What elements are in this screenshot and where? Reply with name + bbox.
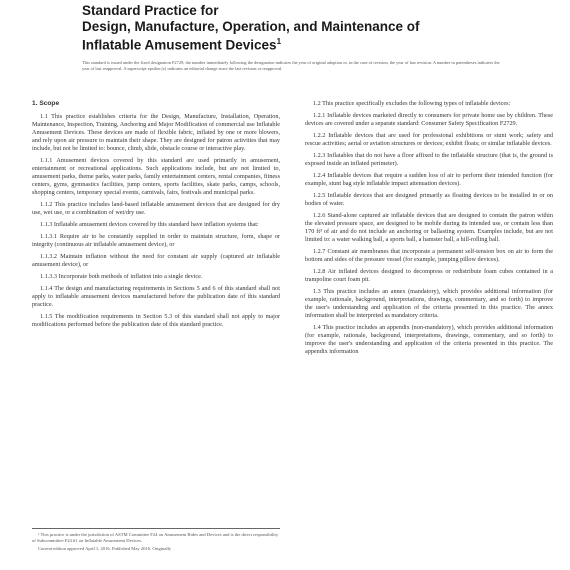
paragraph-1-4: 1.4 This practice includes an appendix (non-mandatory), which provides additional information (for example, rationale, background, interpretations, drawings, commentary, and so forth) to improve the user's understanding and application of the criteria presented in this practice. The appendix information (305, 324, 553, 355)
paragraph-1-1-3-3: 1.1.3.3 Incorporate both methods of inflation into a single device. (40, 273, 203, 280)
standard-designation-note: This standard is issued under the fixed designation F2729; the number immediately following the designation indicates the year of original adoption or, in the case of revision, the year of last revision. A number in parentheses indicates the year of last reapproval. A superscript epsilon (ε) indicates an editorial change since the last revision or reapproval. (82, 60, 500, 71)
paragraph-1-1-4: 1.1.4 The design and manufacturing requirements in Sections 5 and 6 of this standard shall not apply to inflatable amusement devices manufactured before the publication date of this standard practice. (32, 285, 280, 308)
paragraph-1-1-5: 1.1.5 The modification requirements in Section 5.3 of this standard shall not apply to major modifications performed before the publication date of this standard practice. (32, 313, 280, 328)
title-footnote-mark: 1 (276, 37, 282, 46)
paragraph-1-1-2: 1.1.2 This practice includes land-based inflatable amusement devices that are designed for dry use, wet use, or a combination of wet/dry use. (32, 201, 280, 216)
paragraph-1-1-3: 1.1.3 Inflatable amusement devices covered by this standard have inflation systems that: (40, 221, 259, 228)
title-line-3 (82, 34, 502, 53)
paragraph-1-2-5: 1.2.5 Inflatable devices that are designed primarily as floating devices to be installed in or on bodies of water. (305, 192, 553, 207)
document-title (82, 3, 502, 53)
paragraph-1-1-1: 1.1.1 Amusement devices covered by this standard are used primarily in amusement, entertainment or recreational applications. Such applications include, but are not limited to, amusement parks, theme parks, water parks, family entertainment centers, rental companies, fitness centers, gyms, gymnastics facilities, jump centers, sports facilities, skate parks, camps, schools, shopping centers, temporary special events, carnivals, fairs, festivals and municipal parks. (32, 157, 280, 196)
footnotes (32, 528, 280, 554)
paragraph-1-2-6: 1.2.6 Stand-alone captured air inflatable devices that are designed to contain the patron within the elevated pressure space, are designed to be mobile during its intended use, or contain less than 170 ft³ of air and do not include an anchoring or ballasting system. Examples include, but are not limited to: a water walking ball, a sports ball, a hamster ball, a hill-rolling ball. (305, 212, 553, 243)
title-line-1: Standard Practice for (82, 3, 219, 18)
section-heading-scope: 1. Scope (32, 100, 60, 107)
title-line-2: Design, Manufacture, Operation, and Maintenance of (82, 18, 420, 34)
paragraph-1-1-3-2: 1.1.3.2 Maintain inflation without the need for constant air supply (captured air inflatable amusement device), or (32, 253, 280, 268)
paragraph-1-2-7: 1.2.7 Constant air membranes that incorporate a permanent self-tension box on air to form the bottom and sides of the pressure vessel (for example, jumping pillow devices). (305, 248, 553, 263)
right-column (305, 100, 553, 360)
paragraph-1-1: 1.1 This practice establishes criteria for the Design, Manufacture, Installation, Operation, Maintenance, Inspection, Training, Anchoring and Major Modification of commercial use Inflatable Amusement Devices. These devices are made of flexible fabric, inflated by one or more blowers, and rely upon air pressure to maintain their shape. They are designed for patron activities that may include, but not be limited to: bounce, climb, slide, obstacle course or interactive play. (32, 113, 280, 152)
paragraph-1-2-1: 1.2.1 Inflatable devices marketed directly to consumers for private home use by children. These devices are covered under a separate standard: Consumer Safety Specification F2729. (305, 112, 553, 127)
footnote-2: Current edition approved April 1, 2016. Published May 2016. Originally (38, 546, 172, 551)
paragraph-1-2: 1.2 This practice specifically excludes the following types of inflatable devices: (313, 100, 511, 107)
paragraph-1-2-4: 1.2.4 Inflatable devices that require a sudden loss of air to perform their intended function (for example, stunt bag style inflatable impact attenuation devices). (305, 172, 553, 187)
paragraph-1-2-2: 1.2.2 Inflatable devices that are used for professional exhibitions or stunt work; safety and rescue activities; aerial or aviation structures or devices; exhibit floats; or similar inflatable devices. (305, 132, 553, 147)
footnote-1: ¹ This practice is under the jurisdiction of ASTM Committee F24 on Amusement Rides and Devices and is the direct responsibility of Subcommittee F24.61 on Inflatable Amusement Devices. (32, 532, 279, 543)
paragraph-1-2-8: 1.2.8 Air inflated devices designed to decompress or redistribute foam cubes contained in a trampoline court foam pit. (305, 268, 553, 283)
left-column (32, 100, 280, 333)
paragraph-1-3: 1.3 This practice includes an annex (mandatory), which provides additional information (for example, rationale, background, interpretations, drawings, commentary, and so forth) to improve the user's understanding and application of the criteria presented in this practice. The annex information shall be interpreted as mandatory criteria. (305, 288, 553, 319)
paragraph-1-2-3: 1.2.3 Inflatables that do not have a floor affixed to the inflatable structure (that is, the ground is exposed inside an inflated perimeter). (305, 152, 553, 167)
paragraph-1-1-3-1: 1.1.3.1 Require air to be constantly supplied in order to maintain structure, form, shape or integrity (continuous air inflatable amusement device), or (32, 233, 280, 248)
title-line-3-text: Inflatable Amusement Devices (82, 37, 277, 53)
